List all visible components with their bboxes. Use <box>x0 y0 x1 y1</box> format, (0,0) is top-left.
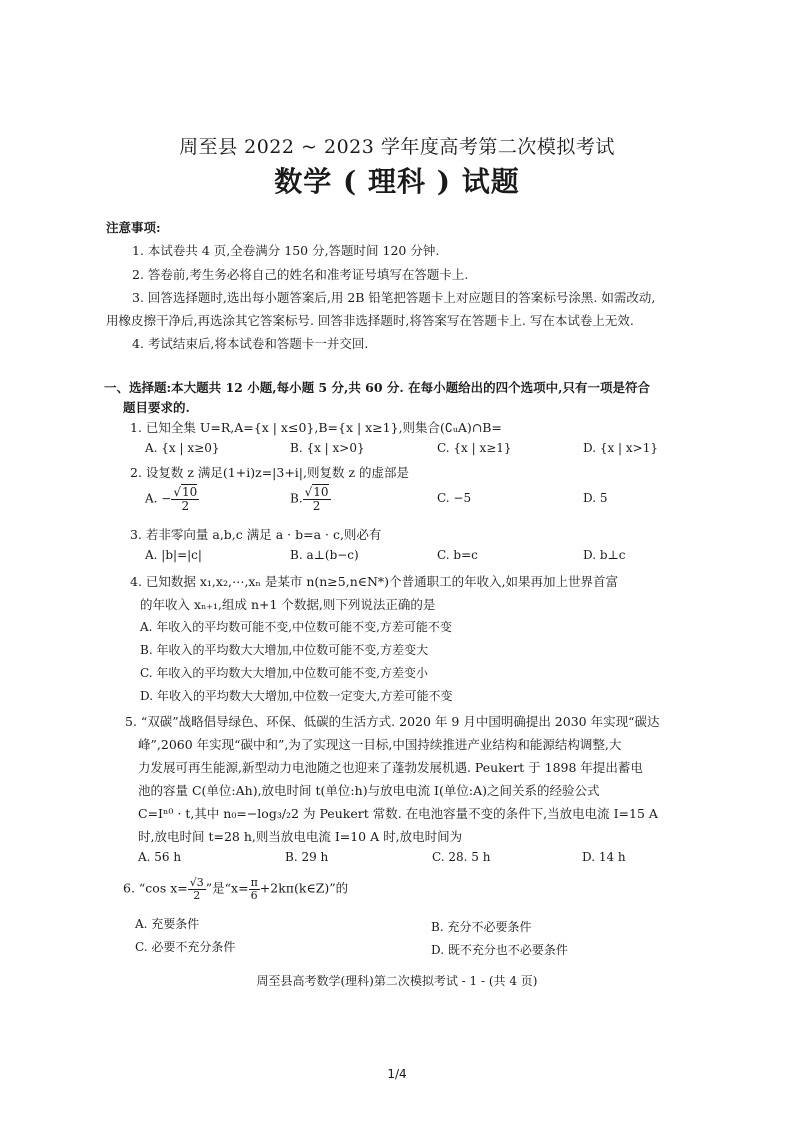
q6-fraction-pi-numerator: π <box>250 876 258 889</box>
q6-fraction-cos <box>188 877 206 901</box>
q2-option-b <box>290 486 331 512</box>
q6-option-b: B. 充分不必要条件 <box>431 920 532 934</box>
q2-option-d: D. 5 <box>583 491 608 505</box>
q2-option-a-denominator: 2 <box>181 498 190 513</box>
q1-option-b: B. {x | x>0} <box>290 441 365 455</box>
q5-line-5: C=Iⁿ⁰ · t,其中 n₀=−log₃/₂2 为 Peukert 常数. 在电池容量不变的条件下,当放电电流 I=15 A <box>138 806 658 821</box>
q6-option-d: D. 既不充分也不必要条件 <box>431 943 568 957</box>
q3-option-a: A. |b|=|c| <box>145 548 202 562</box>
q2-option-c: C. −5 <box>437 491 472 505</box>
q3-option-b: B. a⊥(b−c) <box>290 548 359 562</box>
q3-option-d: D. b⊥c <box>583 548 626 562</box>
q5-option-c: C. 28. 5 h <box>432 850 491 864</box>
q6-stem-middle: ”是“x= <box>205 880 249 896</box>
notice-item-3-line-2: 用橡皮擦干净后,再选涂其它答案标号. 回答非选择题时,将答案写在答题卡上. 写在本试卷上无效. <box>106 313 634 328</box>
notice-item-3-line-1: 3. 回答选择题时,选出每小题答案后,用 2B 铅笔把答题卡上对应题目的答案标号涂黑. 如需改动, <box>132 290 656 305</box>
q2-option-b-denominator: 2 <box>312 498 321 513</box>
q4-stem-line-1: 4. 已知数据 x₁,x₂,⋯,xₙ 是某市 n(n≥5,n∈N*)个普通职工的年收入,如果再加上世界首富 <box>130 574 619 589</box>
q6-stem-suffix: +2kπ(k∈Z)”的 <box>259 880 349 896</box>
q5-line-2: 峰”,2060 年实现“碳中和”,为了实现这一目标,中国持续推进产业结构和能源结构调整,大 <box>138 737 622 752</box>
q4-stem-line-2: 的年收入 xₙ₊₁,组成 n+1 个数据,则下列说法正确的是 <box>140 597 436 612</box>
q5-line-6: 时,放电时间 t=28 h,则当放电电流 I=10 A 时,放电时间为 <box>138 829 463 844</box>
q1-option-c: C. {x | x≥1} <box>437 441 512 455</box>
section-heading-line-2: 题目要求的. <box>123 400 190 415</box>
notice-item-1: 1. 本试卷共 4 页,全卷满分 150 分,答题时间 120 分钟. <box>132 243 440 258</box>
notice-heading: 注意事项: <box>106 220 161 235</box>
notice-item-4: 4. 考试结束后,将本试卷和答题卡一并交回. <box>132 336 369 351</box>
q1-option-d: D. {x | x>1} <box>583 441 658 455</box>
q6-fraction-cos-denominator: 2 <box>193 888 201 902</box>
notice-item-2: 2. 答卷前,考生务必将自己的姓名和准考证号填写在答题卡上. <box>132 267 469 282</box>
page-indicator: 1/4 <box>387 1067 407 1081</box>
q2-stem: 2. 设复数 z 满足(1+i)z=|3+i|,则复数 z 的虚部是 <box>130 465 410 480</box>
q2-option-a-prefix: A. − <box>145 491 172 506</box>
q5-line-3: 力发展可再生能源,新型动力电池随之也迎来了蓬勃发展机遇. Peukert 于 1898 年提出蓄电 <box>138 760 643 775</box>
q4-option-d: D. 年收入的平均数大大增加,中位数一定变大,方差可能不变 <box>140 689 453 703</box>
q5-option-b: B. 29 h <box>285 850 329 864</box>
q3-option-c: C. b=c <box>437 548 478 562</box>
page-footer: 周至县高考数学(理科)第二次模拟考试 - 1 - (共 4 页) <box>256 974 538 988</box>
q2-option-a-fraction <box>171 486 199 512</box>
q6-option-a: A. 充要条件 <box>135 917 200 931</box>
sqrt-sign: √ <box>304 485 313 499</box>
q5-option-d: D. 14 h <box>582 850 626 864</box>
q6-option-c: C. 必要不充分条件 <box>135 940 236 954</box>
q2-option-a-numerator: 10 <box>182 485 198 499</box>
q4-option-a: A. 年收入的平均数可能不变,中位数可能不变,方差可能不变 <box>140 620 452 634</box>
exam-subject-title: 数学 ( 理科 ) 试题 <box>274 165 520 198</box>
q5-line-1: 5. “双碳”战略倡导绿色、环保、低碳的生活方式. 2020 年 9 月中国明确提出 2030 年实现“碳达 <box>125 714 660 729</box>
section-heading-line-1: 一、选择题:本大题共 12 小题,每小题 5 分,共 60 分. 在每小题给出的四个选项中,只有一项是符合 <box>104 380 650 395</box>
q1-stem: 1. 已知全集 U=R,A={x | x≤0},B={x | x≥1},则集合(∁ᵤA)∩B= <box>130 420 502 435</box>
q3-stem: 3. 若非零向量 a,b,c 满足 a · b=a · c,则必有 <box>130 527 382 542</box>
q6-fraction-cos-numerator: √3 <box>189 876 204 889</box>
q5-option-a: A. 56 h <box>138 850 182 864</box>
q2-option-b-prefix: B. <box>290 491 303 506</box>
q6-stem <box>123 877 348 901</box>
q6-stem-prefix: 6. “cos x= <box>123 880 188 896</box>
q2-option-a <box>145 486 199 512</box>
q4-option-c: C. 年收入的平均数大大增加,中位数可能不变,方差变小 <box>140 666 429 680</box>
exam-title: 周至县 2022 ~ 2023 学年度高考第二次模拟考试 <box>179 136 615 158</box>
q5-line-4: 池的容量 C(单位:Ah),放电时间 t(单位:h)与放电电流 I(单位:A)之间关系的经验公式 <box>138 783 600 798</box>
q4-option-b: B. 年收入的平均数大大增加,中位数可能不变,方差变大 <box>140 643 429 657</box>
q6-fraction-pi <box>249 877 260 901</box>
sqrt-sign: √ <box>173 485 182 499</box>
q1-option-a: A. {x | x≥0} <box>145 441 220 455</box>
q6-fraction-pi-denominator: 6 <box>250 888 258 902</box>
q2-option-b-fraction <box>303 486 331 512</box>
q2-option-b-numerator: 10 <box>313 485 329 499</box>
